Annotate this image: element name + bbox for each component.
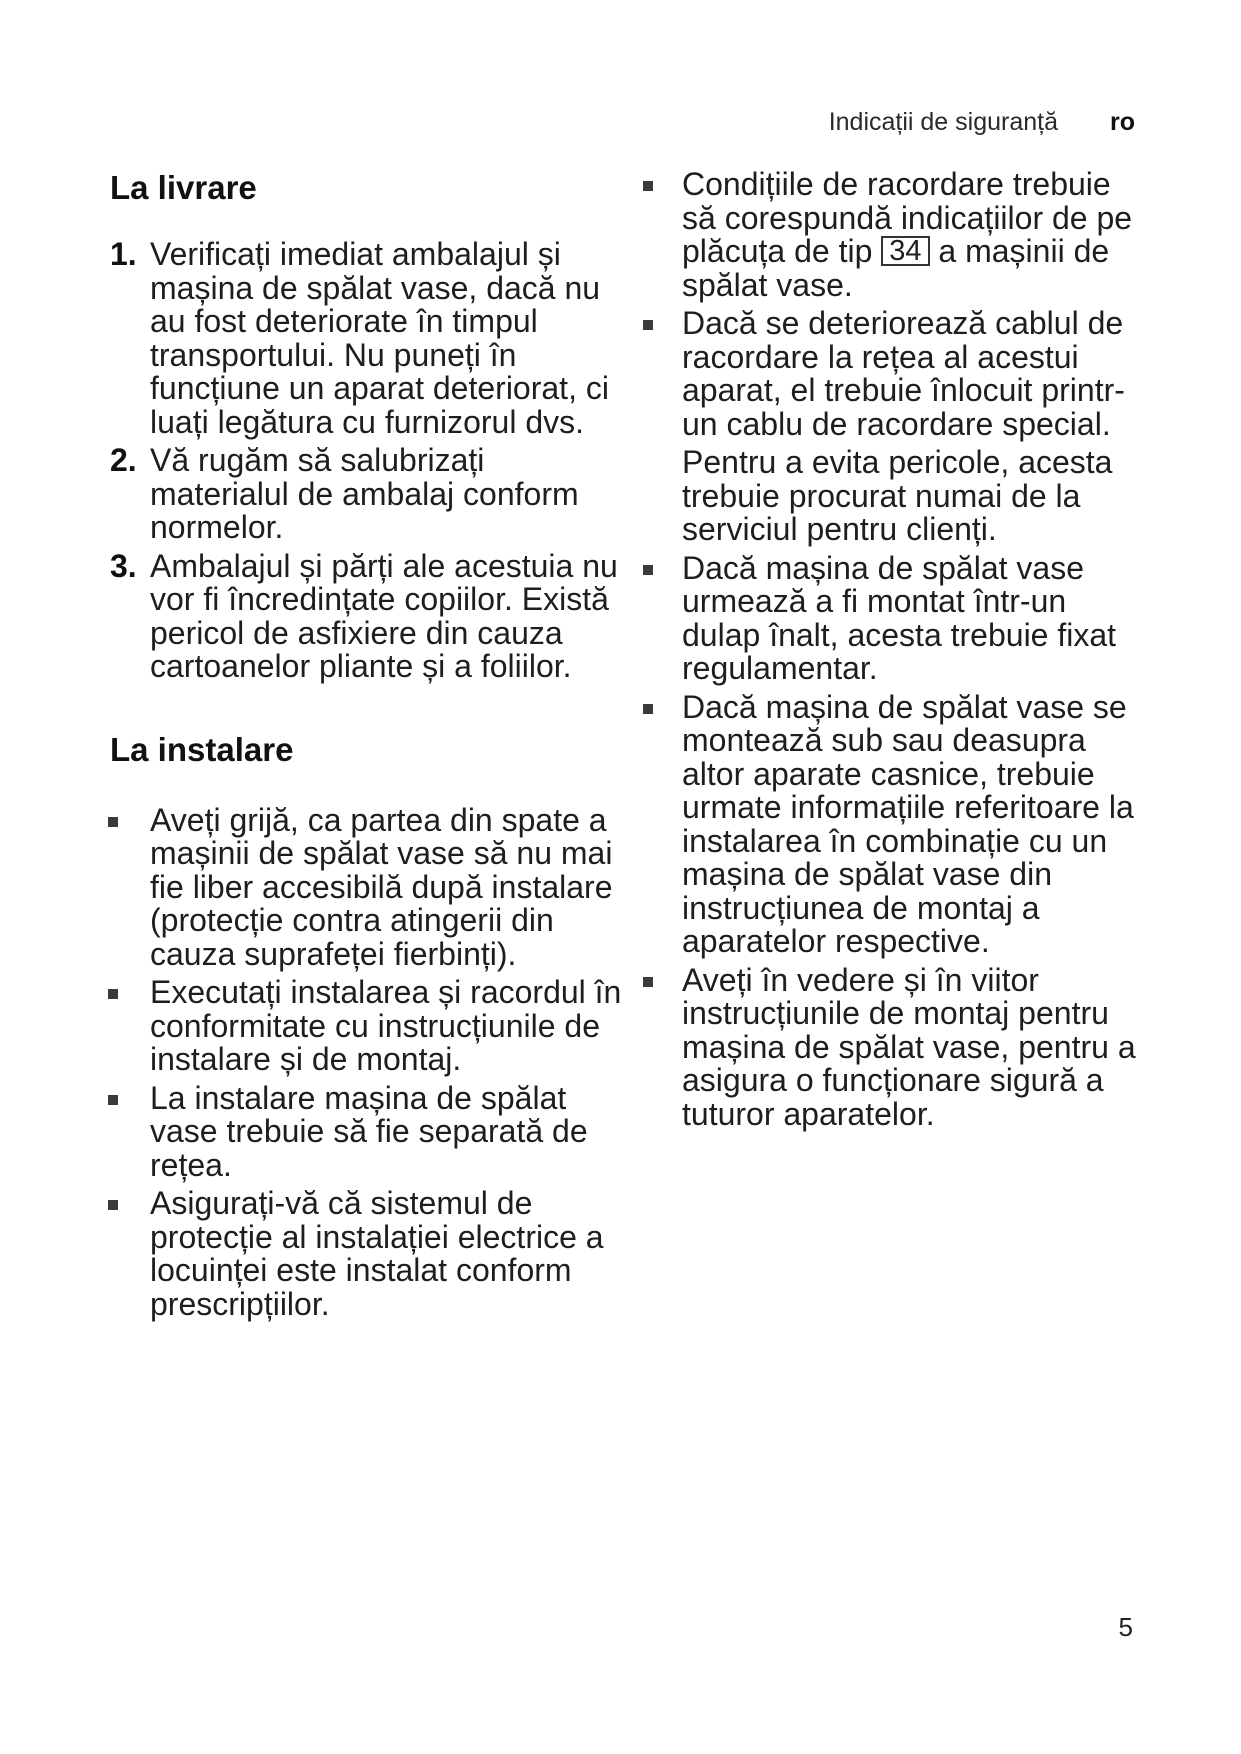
square-bullet-icon	[108, 1095, 118, 1105]
safety-bullet-1	[640, 168, 1140, 302]
safety-bullet-2	[640, 307, 1140, 547]
bullet-paragraph-1: Dacă se deteriorează cablul de racordare la rețea al acestui aparat, el trebuie înlocuit printr-un cablu de racordare special.	[682, 305, 1125, 442]
bullet-text: Aveți grijă, ca partea din spate a mașinii de spălat vase să nu mai fie liber accesibilă după instalare (protecție contra atingerii din cauza suprafeței fierbinți).	[150, 801, 613, 972]
delivery-step-3	[110, 547, 630, 684]
installation-heading: La instalare	[110, 730, 294, 768]
bullet-text: Aveți în vedere și în viitor instrucțiunile de montaj pentru mașina de spălat vase, pentru a asigura o funcționare sigură a tuturor aparatelor.	[682, 961, 1136, 1132]
installation-bullet-2	[110, 976, 630, 1077]
square-bullet-icon	[643, 181, 653, 191]
installation-bullet-3	[110, 1079, 630, 1183]
figure-reference-box: 34	[881, 236, 929, 266]
square-bullet-icon	[108, 817, 118, 827]
step-number: 1.	[110, 236, 137, 272]
installation-bullet-4	[110, 1187, 630, 1321]
header-section-title: Indicații de siguranță	[828, 108, 1058, 136]
step-number: 3.	[110, 547, 137, 584]
page-number: 5	[1118, 1612, 1133, 1642]
header-language-code: ro	[1110, 108, 1135, 136]
square-bullet-icon	[108, 989, 118, 999]
installation-bullet-1	[110, 801, 630, 972]
bullet-paragraph-2: Pentru a evita pericole, acesta trebuie procurat numai de la serviciul pentru clienți.	[682, 444, 1113, 547]
bullet-text: Dacă mașina de spălat vase urmează a fi montat într-un dulap înalt, acesta trebuie fixat regulamentar.	[682, 549, 1117, 686]
safety-bullet-4	[640, 688, 1140, 959]
safety-bullet-3	[640, 549, 1140, 686]
bullet-text: Asigurați-vă că sistemul de protecție al instalației electrice a locuinței este instalat conform prescripțiilor.	[150, 1185, 604, 1322]
right-column	[640, 168, 1140, 1136]
step-number: 2.	[110, 442, 137, 478]
square-bullet-icon	[643, 565, 653, 575]
safety-bullet-5	[640, 961, 1140, 1132]
step-text: Verificați imediat ambalajul și mașina de spălat vase, dacă nu au fost deteriorate în timpul transportului. Nu puneți în funcțiune un aparat deteriorat, ci luați legătura cu furnizorul dvs.	[150, 236, 609, 440]
delivery-step-2	[110, 444, 630, 545]
bullet-text-after: a mașinii de spălat vase.	[682, 233, 1110, 303]
left-column	[110, 168, 630, 1326]
step-text: Vă rugăm să salubrizați materialul de ambalaj conform normelor.	[150, 442, 579, 545]
bullet-text-before: Condițiile de racordare trebuie să corespundă indicațiilor de pe plăcuța de tip	[682, 166, 1133, 269]
bullet-text: Executați instalarea și racordul în conformitate cu instrucțiunile de instalare și de montaj.	[150, 974, 622, 1077]
step-text: Ambalajul și părți ale acestuia nu vor fi încredințate copiilor. Există pericol de asfixiere din cauza cartoanelor pliante și a foliilor.	[150, 547, 618, 684]
square-bullet-icon	[643, 977, 653, 987]
square-bullet-icon	[643, 320, 653, 330]
delivery-heading: La livrare	[110, 169, 257, 206]
square-bullet-icon	[643, 704, 653, 714]
square-bullet-icon	[108, 1200, 118, 1210]
bullet-text: La instalare mașina de spălat vase trebuie să fie separată de rețea.	[150, 1079, 588, 1183]
page-header	[829, 108, 1135, 137]
delivery-step-1	[110, 238, 630, 439]
bullet-text: Dacă mașina de spălat vase se montează sub sau deasupra altor aparate casnice, trebuie urmate informațiile referitoare la instalarea în combinație cu un mașina de spălat vase din instrucțiunea de montaj a aparatelor respective.	[682, 688, 1134, 959]
